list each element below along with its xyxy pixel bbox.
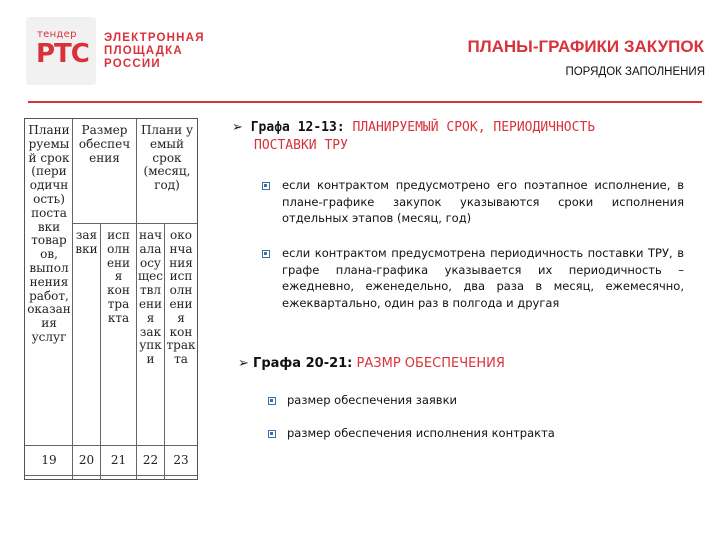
section-title: ПОСТАВКИ ТРУ xyxy=(254,138,348,153)
table-divider xyxy=(72,119,73,479)
table-number: 22 xyxy=(142,453,159,467)
table-divider xyxy=(25,445,197,446)
table-divider xyxy=(25,475,197,476)
logo xyxy=(26,17,96,85)
header-divider xyxy=(28,101,702,103)
table-number: 21 xyxy=(110,453,127,467)
table-cell: зая вки xyxy=(75,228,98,256)
section-heading xyxy=(232,119,692,136)
table-cell: Плани руемы й срок (пери одичн ость) поста вки товар ов, выпол нения работ, оказан ия услуг xyxy=(27,123,71,344)
logo-text-line: РОССИИ xyxy=(104,58,161,70)
logo-text-line: ЭЛЕКТРОННАЯ xyxy=(104,32,205,44)
page-subtitle: ПОРЯДОК ЗАПОЛНЕНИЯ xyxy=(565,66,705,78)
table-number: 23 xyxy=(173,453,189,467)
section-heading-cont xyxy=(254,137,348,154)
checkbox-bullet-icon xyxy=(262,182,270,190)
table-cell: око нча ния исп олн ени я кон трак та xyxy=(166,228,196,367)
table-cell: Плани у емый срок (месяц, год) xyxy=(140,123,194,193)
table-cell: нач ала осу щес твл ени я зак упк и xyxy=(138,228,163,367)
checkbox-bullet-icon xyxy=(268,430,276,438)
table-number: 19 xyxy=(41,453,57,467)
bullet-text: если контрактом предусмотрена периодичность поставки ТРУ, в графе плана-графика указывается их периодичность – ежедневно, еженедельно, два раза в месяц, ежемесячно, ежеквартально, один раз в полгода и другая xyxy=(282,246,684,310)
arrow-icon: ➢ xyxy=(238,356,249,371)
logo-text xyxy=(104,32,205,71)
bullet-text: если контрактом предусмотрено его поэтапное исполнение, в плане-графике закупок указываются сроки исполнения отдельных этапов (месяц, год) xyxy=(282,178,684,225)
bullet-text: размер обеспечения исполнения контракта xyxy=(287,426,555,440)
logo-top-text: тендер xyxy=(37,29,77,40)
logo-mark: РТС xyxy=(36,39,89,69)
section-label: Графа 12-13: xyxy=(250,120,345,135)
columns-table xyxy=(24,118,198,480)
checkbox-bullet-icon xyxy=(268,397,276,405)
section-heading xyxy=(238,355,505,372)
table-cell: Размер обеспеч ения xyxy=(78,123,131,165)
arrow-icon: ➢ xyxy=(232,120,243,135)
section-title: ПЛАНИРУЕМЫЙ СРОК, ПЕРИОДИЧНОСТЬ xyxy=(352,120,596,135)
page-title: ПЛАНЫ-ГРАФИКИ ЗАКУПОК xyxy=(467,37,704,56)
section-title: РАЗМР ОБЕСПЕЧЕНИЯ xyxy=(356,356,505,371)
bullet-text: размер обеспечения заявки xyxy=(287,393,458,407)
table-divider xyxy=(73,223,197,224)
table-cell: исп олн ени я кон тра кта xyxy=(106,228,131,325)
checkbox-bullet-icon xyxy=(262,250,270,258)
table-number: 20 xyxy=(78,453,95,467)
section-label: Графа 20-21: xyxy=(253,356,353,371)
logo-text-line: ПЛОЩАДКА xyxy=(104,45,183,57)
